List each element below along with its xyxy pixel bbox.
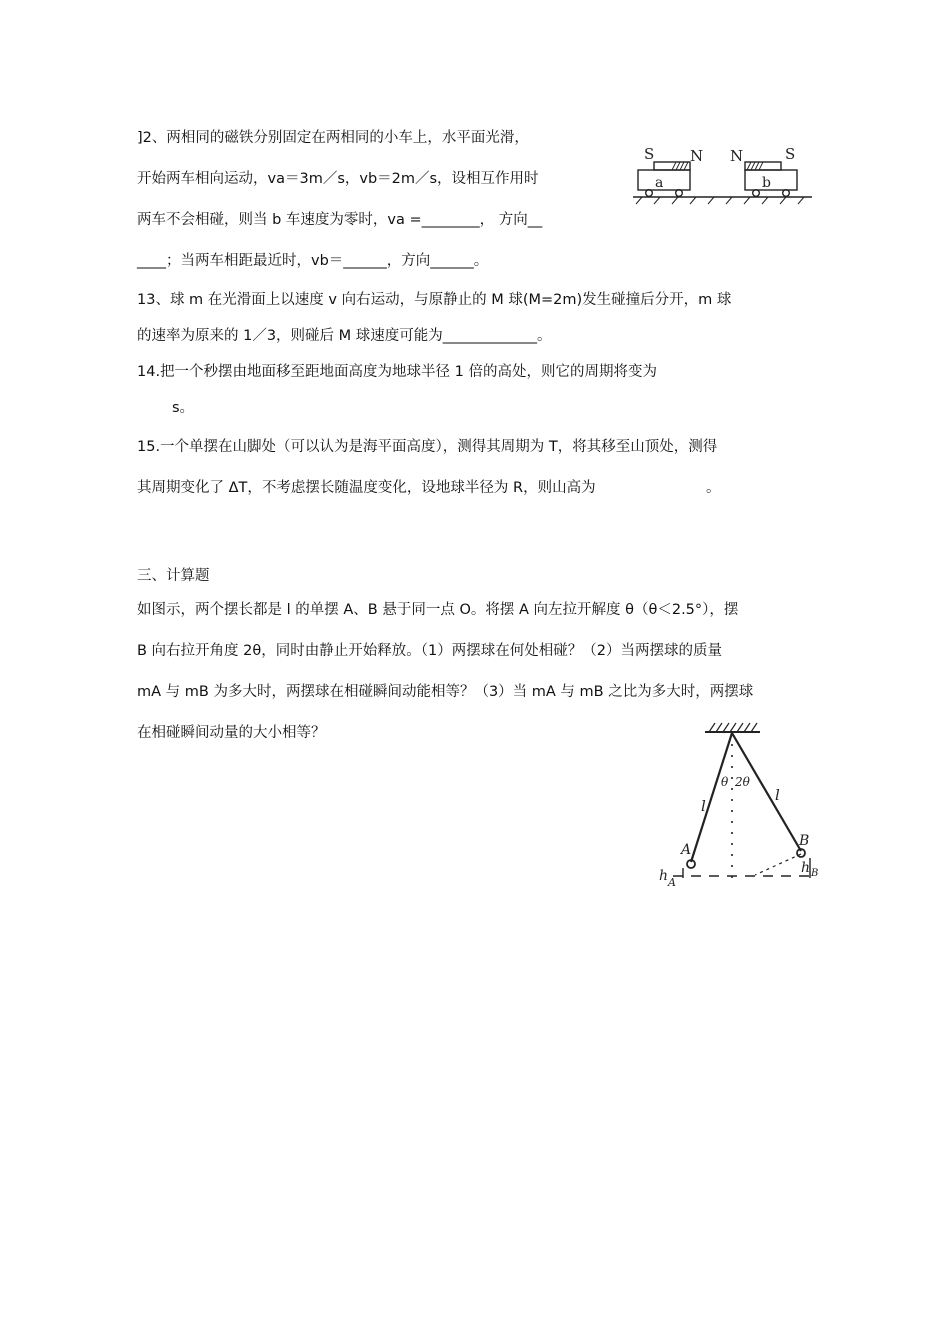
magnet-carts-figure — [630, 140, 815, 215]
label-h-a: h — [659, 868, 669, 884]
label-2theta: 2θ — [735, 775, 750, 789]
cart-a-body — [638, 170, 690, 190]
pendulum-figure — [655, 718, 835, 896]
q13-line-1: 13、球 m 在光滑面上以速度 v 向右运动，与原静止的 M 球(M=2m)发生碰撞后分开，m 球 — [137, 292, 732, 308]
label-h-a-sub: A — [668, 876, 676, 889]
pole-n-right: N — [730, 147, 744, 165]
label-theta: θ — [721, 775, 729, 789]
pole-s-left: S — [644, 145, 655, 163]
q15-line-2-end: 。 — [706, 480, 721, 496]
cart-b-label: b — [762, 175, 771, 191]
q14-line-2: s。 — [172, 400, 195, 416]
section3-line-1: 如图示，两个摆长都是 l 的单摆 A、B 悬于同一点 O。将摆 A 向左拉开解度 θ（θ＜2.5°），摆 — [137, 602, 739, 618]
label-l-left: l — [701, 797, 706, 815]
label-h-b: h — [801, 860, 811, 876]
section3-heading: 三、计算题 — [137, 568, 210, 584]
string-b — [732, 733, 801, 851]
q12-line-3: 两车不会相碰，则当 b 车速度为零时，va =________， 方向__ — [137, 212, 543, 228]
section3-line-3: mA 与 mB 为多大时，两摆球在相碰瞬间动能相等？（3）当 mA 与 mB 之比为多大时，两摆球 — [137, 684, 754, 700]
label-l-right: l — [775, 786, 780, 804]
string-a — [691, 733, 732, 862]
pole-n-left: N — [690, 147, 704, 165]
q15-line-2: 其周期变化了 ΔT，不考虑摆长随温度变化，设地球半径为 R，则山高为 — [137, 480, 596, 496]
q14-line-1: 14.把一个秒摆由地面移至距地面高度为地球半径 1 倍的高处，则它的周期将变为 — [137, 364, 658, 380]
q12-line-1: ]2、两相同的磁铁分别固定在两相同的小车上，水平面光滑， — [137, 130, 529, 146]
q13-line-2: 的速率为原来的 1／3，则碰后 M 球速度可能为_____________。 — [137, 328, 552, 344]
cart-b-body — [745, 170, 797, 190]
label-a: A — [681, 842, 692, 858]
section3-line-2: B 向右拉开角度 2θ，同时由静止开始释放。（1）两摆球在何处相碰？（2）当两摆球的质量 — [137, 643, 722, 659]
label-h-b-sub: B — [811, 868, 819, 879]
section3-line-4: 在相碰瞬间动量的大小相等？ — [137, 725, 326, 741]
label-b: B — [799, 833, 810, 849]
pole-s-right: S — [785, 145, 796, 163]
cart-a-label: a — [655, 175, 664, 191]
q12-line-2: 开始两车相向运动，va＝3m／s，vb＝2m／s，设相互作用时 — [137, 171, 539, 187]
q15-line-1: 15.一个单摆在山脚处（可以认为是海平面高度），测得其周期为 T，将其移至山顶处，测得 — [137, 439, 718, 455]
q12-line-4: ____；当两车相距最近时，vb＝______，方向______。 — [137, 253, 489, 269]
